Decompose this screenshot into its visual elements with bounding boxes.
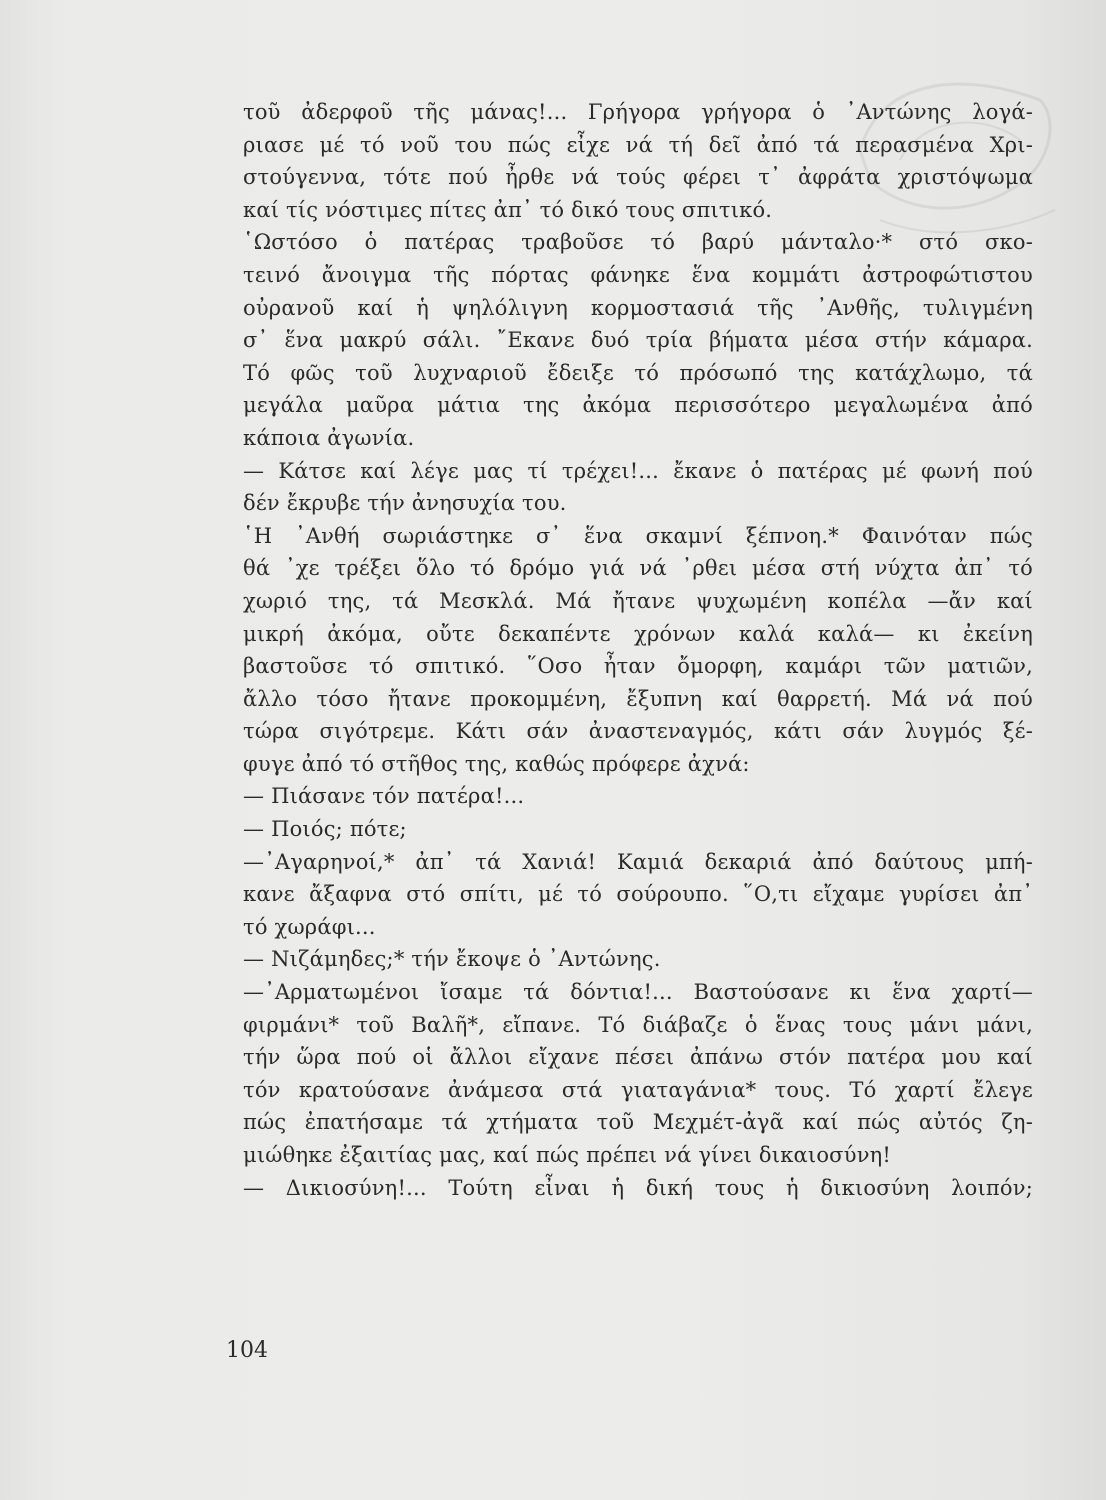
text-line: — Δικιοσύνη!... Τούτη εἶναι ἡ δική τους ἡ δικιοσύνη λοιπόν; — [243, 1175, 1033, 1200]
text-line: δέν ἔκρυβε τήν ἀνησυχία του. — [243, 491, 567, 516]
text-line: πώς ἐπατήσαμε τά χτήματα τοῦ Μεχμέτ-ἀγᾶ καί πώς αὐτός ζη- — [243, 1110, 1033, 1135]
text-line: σ᾿ ἕνα μακρύ σάλι. ῎Εκανε δυό τρία βήματα μέσα στήν κάμαρα. — [243, 328, 1033, 353]
text-line: μεγάλα μαῦρα μάτια της ἀκόμα περισσότερο μεγαλωμένα ἀπό — [243, 393, 1033, 418]
text-line: — Κάτσε καί λέγε μας τί τρέχει!... ἔκανε ὁ πατέρας μέ φωνή πού — [243, 458, 1033, 483]
page-number: 104 — [226, 1338, 268, 1363]
text-line: ῾Ωστόσο ὁ πατέρας τραβοῦσε τό βαρύ μάνταλο·* στό σκο- — [243, 230, 1033, 255]
text-line: — Ποιός; πότε; — [243, 817, 407, 842]
text-line: καί τίς νόστιμες πίτες ἀπ᾿ τό δικό τους σπιτικό. — [243, 197, 773, 222]
text-line: μικρή ἀκόμα, οὔτε δεκαπέντε χρόνων καλά καλά— κι ἐκείνη — [243, 621, 1033, 646]
text-line: οὐρανοῦ καί ἡ ψηλόλιγνη κορμοστασιά τῆς ᾿Ανθῆς, τυλιγμένη — [243, 295, 1033, 320]
text-line: βαστοῦσε τό σπιτικό. ῞Οσο ἦταν ὄμορφη, καμάρι τῶν ματιῶν, — [243, 654, 1033, 679]
text-line: — Πιάσανε τόν πατέρα!... — [243, 784, 525, 809]
text-line: — Νιζάμηδες;* τήν ἔκοψε ὁ ᾿Αντώνης. — [243, 947, 661, 972]
text-line: φυγε ἀπό τό στῆθος της, καθώς πρόφερε ἀχνά: — [243, 751, 750, 776]
text-line: τεινό ἄνοιγμα τῆς πόρτας φάνηκε ἕνα κομμάτι ἀστροφώτιστου — [243, 262, 1033, 287]
text-line: τό χωράφι... — [243, 914, 376, 939]
text-line: φιρμάνι* τοῦ Βαλῆ*, εἴπανε. Τό διάβαζε ὁ ἕνας τους μάνι μάνι, — [243, 1012, 1033, 1037]
text-line: τόν κρατούσανε ἀνάμεσα στά γιαταγάνια* τους. Τό χαρτί ἔλεγε — [243, 1077, 1033, 1102]
text-line: τήν ὥρα πού οἱ ἄλλοι εἴχανε πέσει ἀπάνω στόν πατέρα μου καί — [243, 1045, 1033, 1070]
text-line: —᾿Αρματωμένοι ἴσαμε τά δόντια!... Βαστούσανε κι ἕνα χαρτί— — [243, 980, 1033, 1005]
text-line: ῾Η ᾿Ανθή σωριάστηκε σ᾿ ἕνα σκαμνί ξέπνοη.* Φαινόταν πώς — [243, 523, 1033, 548]
text-line: χωριό της, τά Μεσκλά. Μά ἤτανε ψυχωμένη κοπέλα —ἄν καί — [243, 588, 1033, 613]
text-line: στούγεννα, τότε πού ἦρθε νά τούς φέρει τ᾿ ἀφράτα χριστόψωμα — [243, 165, 1033, 190]
text-line: μιώθηκε ἐξαιτίας μας, καί πώς πρέπει νά γίνει δικαιοσύνη! — [243, 1143, 892, 1167]
text-line: Τό φῶς τοῦ λυχναριοῦ ἔδειξε τό πρόσωπό της κατάχλωμο, τά — [243, 360, 1033, 385]
text-line: ἄλλο τόσο ἤτανε προκομμένη, ἔξυπνη καί θαρρετή. Μά νά πού — [243, 686, 1033, 711]
text-line: κανε ἄξαφνα στό σπίτι, μέ τό σούρουπο. ῞Ο,τι εἴχαμε γυρίσει ἀπ᾿ — [243, 882, 1033, 907]
text-line: ριασε μέ τό νοῦ του πώς εἶχε νά τή δεῖ ἀπό τά περασμένα Χρι- — [243, 132, 1033, 157]
text-line: τώρα σιγότρεμε. Κάτι σάν ἀναστεναγμός, κάτι σάν λυγμός ξέ- — [243, 719, 1033, 744]
text-line: —᾿Αγαρηνοί,* ἀπ᾿ τά Χανιά! Καμιά δεκαριά ἀπό δαύτους μπή- — [243, 849, 1033, 874]
text-line: κάποια ἀγωνία. — [243, 425, 415, 450]
text-line: θά ᾿χε τρέξει ὅλο τό δρόμο γιά νά ᾿ρθει μέσα στή νύχτα ἀπ᾿ τό — [243, 556, 1033, 581]
text-line: τοῦ ἀδερφοῦ τῆς μάνας!... Γρήγορα γρήγορα ὁ ᾿Αντώνης λογά- — [243, 100, 1033, 124]
body-text — [243, 96, 1033, 1204]
